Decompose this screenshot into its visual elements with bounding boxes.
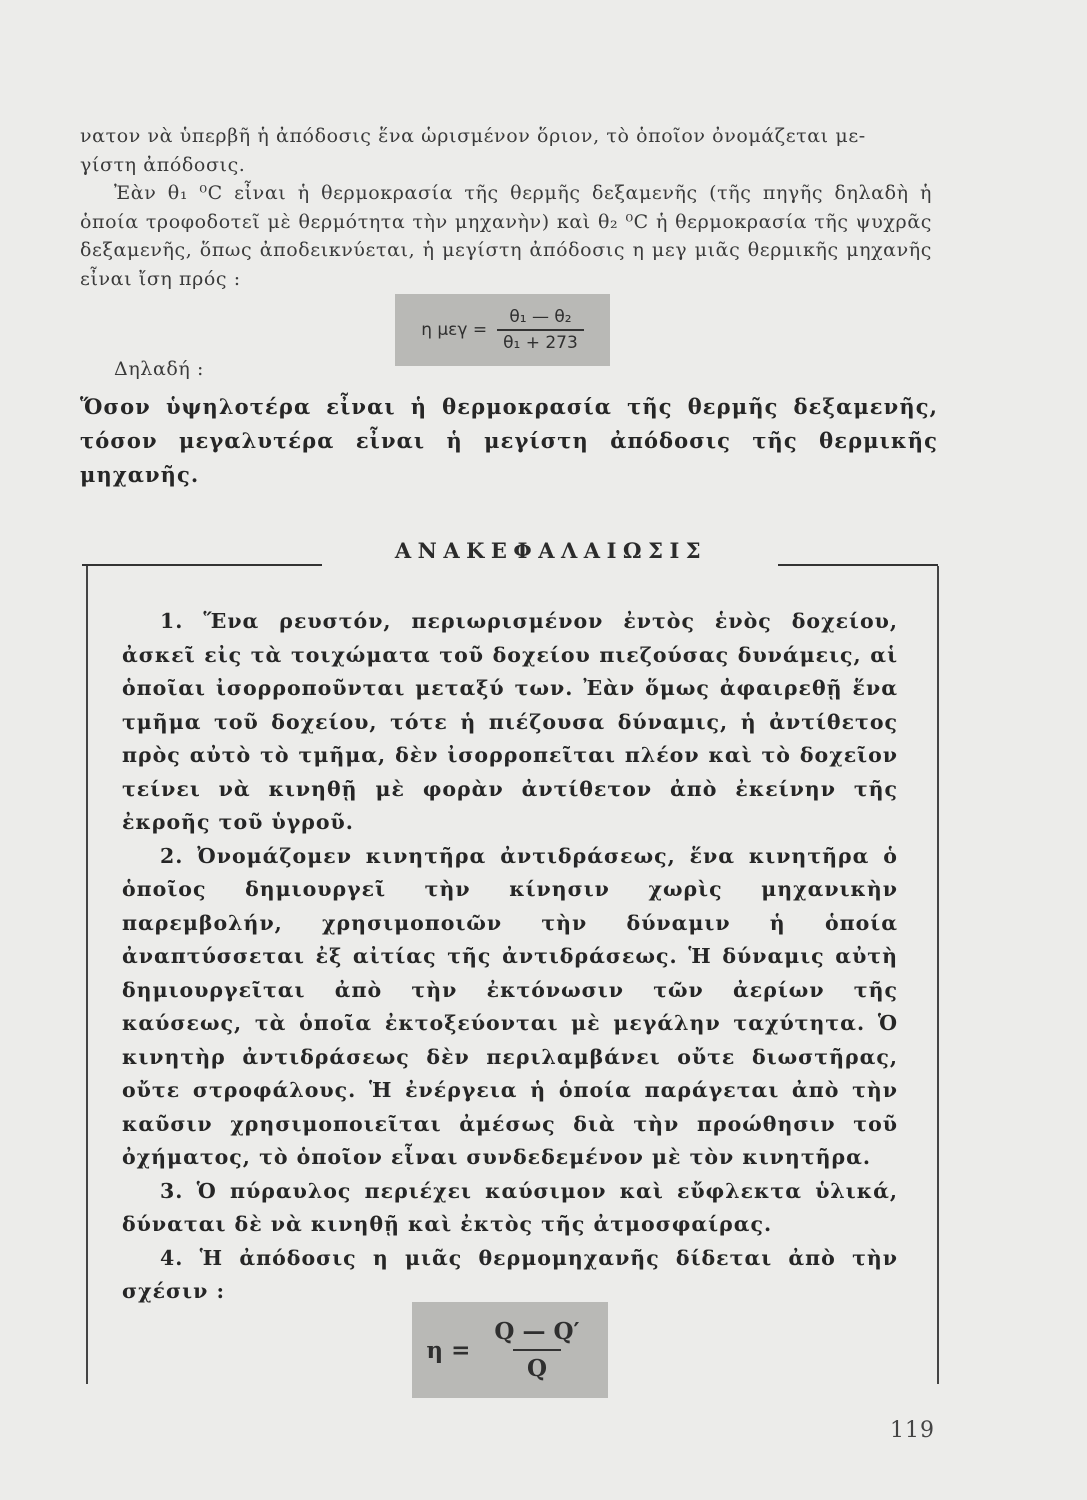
formula2-lhs: η = — [426, 1336, 471, 1364]
summary-item-4: 4. Ἡ ἀπόδοσις η μιᾶς θερμομηχανῆς δίδεται ἀπὸ τὴν σχέσιν : — [122, 1245, 898, 1303]
page-number: 119 — [890, 1418, 935, 1443]
summary-box-left-border — [86, 566, 88, 1384]
formula-fraction — [497, 307, 584, 353]
summary-title: ΑΝΑΚΕΦΑΛΑΙΩΣΙΣ — [394, 538, 708, 563]
formula2-denominator: Q — [513, 1349, 561, 1382]
efficiency-formula — [412, 1302, 608, 1398]
summary-item-2: 2. Ὀνομάζομεν κινητῆρα ἀντιδράσεως, ἕνα κινητῆρα ὁ ὁποῖος δημιουργεῖ τὴν κίνησιν χωρὶς μηχανικὴν παρεμβολήν, χρησιμοποιῶν τὴν δύναμιν ἡ ὁποία ἀναπτύσσεται ἐξ αἰτίας τῆς ἀντιδράσεως. Ἡ δύναμις αὐτὴ δημιουργεῖται ἀπὸ τὴν ἐκτόνωσιν τῶν ἀερίων τῆς καύσεως, τὰ ὁποῖα ἐκτοξεύονται μὲ μεγάλην ταχύτητα. Ὁ κινητὴρ ἀντιδράσεως δὲν περιλαμβάνει οὔτε διωστῆρας, οὔτε στροφάλους. Ἡ ἐνέργεια ἡ ὁποία παράγεται ἀπὸ τὴν καῦσιν χρησιμοποιεῖται ἀμέσως διὰ τὴν προώθησιν τοῦ ὀχήματος, τὸ ὁποῖον εἶναι συνδεδεμένον μὲ τὸν κινητῆρα. — [122, 843, 898, 1169]
summary-item-3: 3. Ὁ πύραυλος περιέχει καύσιμον καὶ εὔφλεκτα ὑλικά, δύναται δὲ νὰ κινηθῇ καὶ ἐκτὸς τῆς ἀτμοσφαίρας. — [122, 1178, 898, 1236]
dilady-label: Δηλαδή : — [114, 358, 205, 380]
summary-box-right-border — [937, 566, 939, 1384]
conclusion-text — [80, 390, 938, 492]
heading-rule-left — [82, 564, 322, 566]
formula-denominator: θ₁ + 273 — [497, 329, 584, 353]
intro-line-1: νατον νὰ ὑπερβῆ ἡ ἀπόδοσις ἕνα ὡρισμένον ὅριον, τὸ ὁποῖον ὀνομάζεται με- — [80, 125, 866, 147]
summary-heading — [82, 538, 938, 568]
formula-lhs: η μεγ = — [421, 320, 488, 340]
formula2-numerator: Q — Q′ — [494, 1318, 580, 1345]
intro-text — [80, 122, 932, 293]
max-efficiency-formula — [395, 294, 610, 366]
summary-body — [122, 605, 898, 1309]
heading-rule-right — [778, 564, 938, 566]
intro-line-2: γίστη ἀπόδοσις. — [80, 153, 246, 176]
formula-numerator: θ₁ — θ₂ — [509, 307, 572, 327]
intro-paragraph-2: Ἐὰν θ₁ ⁰C εἶναι ἡ θερμοκρασία τῆς θερμῆς δεξαμενῆς (τῆς πηγῆς δηλαδὴ ἡ ὁποία τροφοδοτεῖ μὲ θερμότητα τὴν μηχανὴν) καὶ θ₂ ⁰C ἡ θερμοκρασία τῆς ψυχρᾶς δεξαμενῆς, ὅπως ἀποδεικνύεται, ἡ μεγίστη ἀπόδοσις η μεγ μιᾶς θερμικῆς μηχανῆς εἶναι ἴση πρός : — [80, 182, 932, 290]
conclusion-paragraph: Ὅσον ὑψηλοτέρα εἶναι ἡ θερμοκρασία τῆς θερμῆς δεξαμενῆς, τόσον μεγαλυτέρα εἶναι ἡ μεγίστη ἀπόδοσις τῆς θερμικῆς μηχανῆς. — [80, 394, 938, 487]
summary-item-1: 1. Ἕνα ρευστόν, περιωρισμένον ἐντὸς ἑνὸς δοχείου, ἀσκεῖ εἰς τὰ τοιχώματα τοῦ δοχείου πιεζούσας δυνάμεις, αἱ ὁποῖαι ἰσορροποῦνται μεταξύ των. Ἐὰν ὅμως ἀφαιρεθῇ ἕνα τμῆμα τοῦ δοχείου, τότε ἡ πιέζουσα δύναμις, ἡ ἀντίθετος πρὸς αὐτὸ τὸ τμῆμα, δὲν ἰσορροπεῖται πλέον καὶ τὸ δοχεῖον τείνει νὰ κινηθῇ μὲ φορὰν ἀντίθετον ἀπὸ ἐκείνην τῆς ἐκροῆς τοῦ ὑγροῦ. — [122, 609, 898, 834]
formula2-fraction — [480, 1318, 593, 1382]
